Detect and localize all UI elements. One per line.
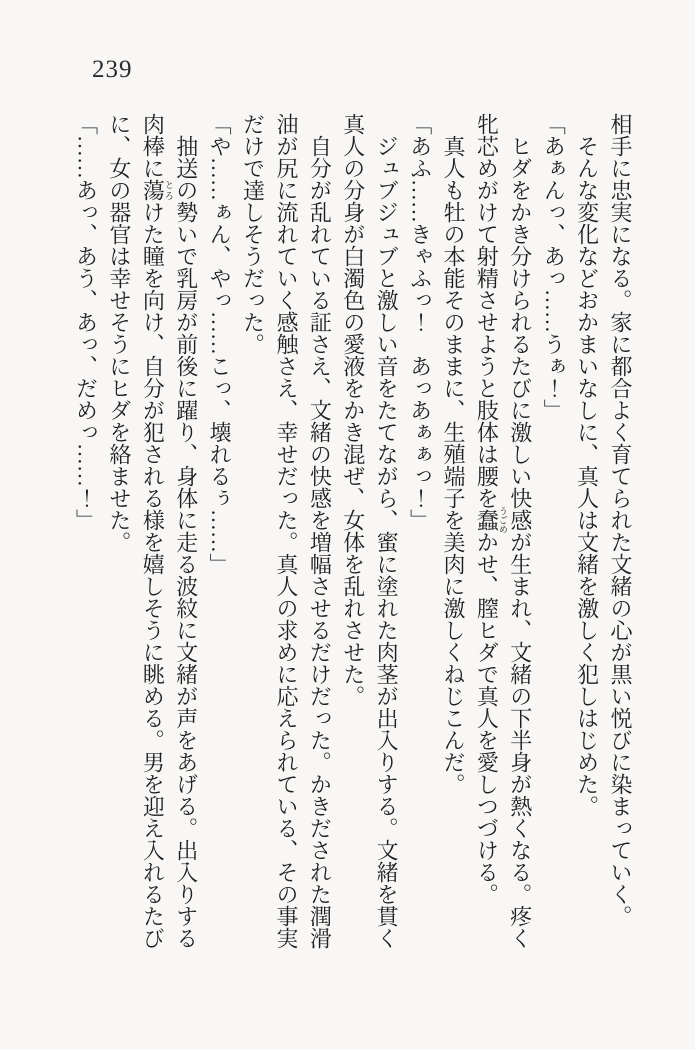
paragraph: ジュブジュブと激しい音をたてながら、蜜に塗れた肉茎が出入りする。文緒を貫く真人の分身が白濁色の愛液をかき混ぜ、女体を乱れさせた。 [340, 113, 400, 949]
paragraph: そんな変化などおかまいなしに、真人は文緒を激しく犯しはじめた。 [574, 135, 600, 817]
paragraph: 相手に忠実になる。家に都合よく育てられた文緒の心が黒い悦びに染まっていく。 [608, 113, 633, 927]
paragraph: ヒダをかき分けられるたびに激しい快感が生まれ、文緒の下半身が熱くなる。疼く牝芯めがけて射精させようと肢体は腰を蠢うごめかせ、膣ヒダで真人を愛しつづける。 [474, 113, 533, 949]
paragraph: 抽送の勢いで乳房が前後に躍り、身体に走る波紋に文緒が声をあげる。出入りする肉棒に蕩とろけた瞳を向け、自分が犯される様を嬉しそうに眺める。男を迎え入れるたびに、女の器官は幸せそうにヒダを絡ませた。 [106, 113, 199, 949]
paragraph: 「あふ……きゃふっ！ あっあぁぁっ！」 [407, 113, 433, 531]
vertical-text-block [69, 113, 637, 951]
paragraph: 「あぁんっ、あっ……うぁ！」 [541, 113, 567, 421]
paragraph: 真人も牡の本能そのままに、生殖端子を美肉に激しくねじこんだ。 [440, 135, 466, 795]
furigana-annotated-word: 蕩とろ [140, 179, 174, 201]
page-number: 239 [92, 56, 133, 83]
furigana-annotated-word: 蠢うごめ [474, 506, 508, 534]
paragraph: 「や……ぁん、やっ……こっ、壊れるぅ……」 [207, 113, 233, 575]
paragraph: 「……あっ、あう、あっ、だめっ……！」 [73, 113, 99, 531]
furigana-text: とろ [163, 179, 174, 201]
paragraph: 自分が乱れている証さえ、文緒の快感を増幅させるだけだった。かきだされた潤滑油が尻に流れていく感触さえ、幸せだった。真人の求めに応えられている、その事実だけで達しそうだった。 [240, 113, 333, 949]
furigana-text: うごめ [497, 506, 508, 534]
